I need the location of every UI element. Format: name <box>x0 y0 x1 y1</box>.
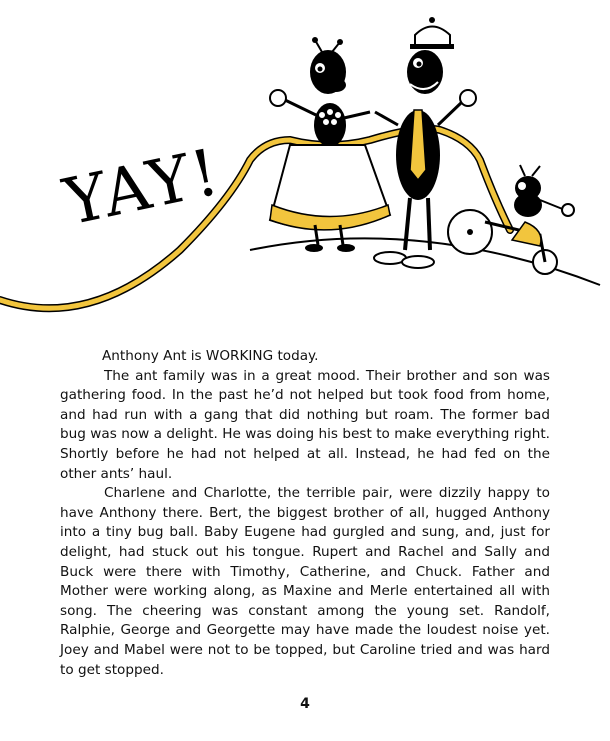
story-paragraph: Charlene and Charlotte, the terrible pair, were dizzily happy to have Anthony there. Bert, the biggest brother of all, hugged Anthony into a tiny bug ball. Baby Eugene had gurgled and sung, and, just for delight, had stuck out his tongue. Rupert and Rachel and Sally and Buck were there with Timothy, Catherine, and Chuck. Father and Mother were working along, as Maxine and Merle entertained all with song. The cheering was constant among the young set. Randolf, Ralphie, George and Georgette may have made the loudest noise yet. Joey and Mabel were not to be topped, but Caroline tried and was hard to get stopped. <box>60 485 550 678</box>
story-text <box>60 347 550 680</box>
story-paragraph: The ant family was in a great mood. Their brother and son was gathering food. In the past he’d not helped but took food from home, and had run with a gang that did nothing but roam. The former bad bug was now a delight. He was doing his best to make everything right. Shortly before he had not helped at all. Instead, he had fed on the other ants’ haul. <box>60 367 550 482</box>
mother-ant <box>270 37 390 252</box>
page-number: 4 <box>300 696 310 712</box>
story-paragraph: Anthony Ant is WORKING today. <box>102 348 319 364</box>
yay-exclamation: YAY! <box>58 135 227 241</box>
